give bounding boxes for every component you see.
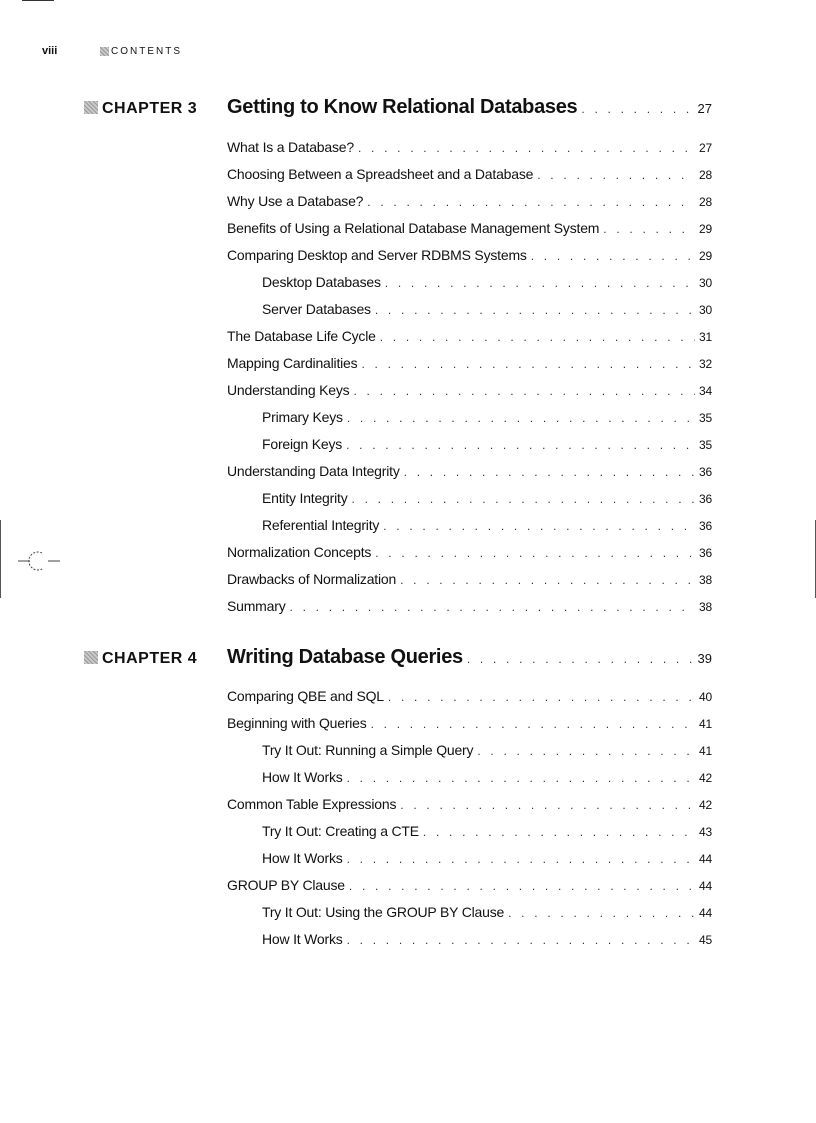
toc-subentry[interactable] [262, 850, 712, 870]
dot-leader [347, 771, 695, 785]
chapter-label: CHAPTER 3 [84, 100, 227, 118]
toc-subentry[interactable] [262, 301, 712, 321]
dot-leader [367, 195, 695, 209]
chapter-label: CHAPTER 4 [84, 650, 227, 668]
dot-leader [581, 102, 693, 116]
toc-entry[interactable] [227, 877, 712, 897]
toc-entry-page: 35 [699, 411, 712, 425]
toc-entry-title: Desktop Databases [262, 274, 381, 290]
dot-leader [290, 600, 696, 614]
toc-subentry[interactable] [262, 517, 712, 537]
toc-entry-page: 40 [699, 690, 712, 704]
toc-entry[interactable] [227, 598, 712, 618]
toc-entry-page: 41 [699, 717, 712, 731]
dot-leader [537, 168, 695, 182]
dot-leader [508, 906, 695, 920]
dot-leader [375, 546, 695, 560]
toc-entry[interactable] [227, 166, 712, 186]
toc-entry[interactable] [227, 382, 712, 402]
toc-entry-title: Drawbacks of Normalization [227, 571, 397, 587]
toc-entry-page: 36 [699, 492, 712, 506]
toc-subentry[interactable] [262, 769, 712, 789]
toc-subentry[interactable] [262, 904, 712, 924]
toc-subentry[interactable] [262, 409, 712, 429]
page-folio: viii [42, 45, 58, 57]
toc-entry-title: Try It Out: Using the GROUP BY Clause [262, 904, 505, 920]
toc-entry-page: 30 [699, 276, 712, 290]
toc-entry-page: 42 [699, 771, 712, 785]
toc-entry-title: How It Works [262, 931, 343, 947]
toc-entry-title: Mapping Cardinalities [227, 355, 358, 371]
toc-entry-page: 42 [699, 798, 712, 812]
toc-entry-title: Understanding Keys [227, 382, 350, 398]
dot-leader [388, 690, 695, 704]
dot-leader [385, 276, 695, 290]
toc-entry[interactable] [227, 328, 712, 348]
dot-leader [353, 384, 695, 398]
toc-entry-page: 35 [699, 438, 712, 452]
dot-leader [404, 465, 695, 479]
toc-entry-title: Understanding Data Integrity [227, 463, 400, 479]
chapter-title[interactable]: Getting to Know Relational Databases [227, 96, 578, 118]
toc-subentry[interactable] [262, 274, 712, 294]
toc-entry-title: Server Databases [262, 301, 371, 317]
toc-entry-page: 44 [699, 906, 712, 920]
toc-entry-page: 29 [699, 222, 712, 236]
chapter-marker-icon [84, 101, 98, 114]
toc-subentry[interactable] [262, 823, 712, 843]
dot-leader [346, 438, 695, 452]
dot-leader [371, 717, 695, 731]
toc-entry-title: Comparing Desktop and Server RDBMS Systems [227, 247, 527, 263]
dot-leader [347, 933, 695, 947]
toc-entry-title: Beginning with Queries [227, 715, 367, 731]
toc-entry[interactable] [227, 355, 712, 375]
chapter-marker-icon [84, 651, 98, 664]
dot-leader [400, 573, 695, 587]
toc-entry-page: 38 [699, 573, 712, 587]
toc-entry-title: What Is a Database? [227, 139, 354, 155]
toc-entry-title: Normalization Concepts [227, 544, 372, 560]
dot-leader [603, 222, 695, 236]
toc-entry[interactable] [227, 715, 712, 735]
toc-entry-page: 28 [699, 195, 712, 209]
toc-entry-title: Primary Keys [262, 409, 343, 425]
top-crop-rule [22, 0, 54, 1]
toc-entry[interactable] [227, 796, 712, 816]
toc-entry[interactable] [227, 688, 712, 708]
dot-leader [347, 411, 695, 425]
chapter-page-number: 39 [697, 651, 712, 666]
toc-entry-title: Referential Integrity [262, 517, 380, 533]
toc-entry-page: 28 [699, 168, 712, 182]
toc-entry[interactable] [227, 220, 712, 240]
toc-entry-page: 41 [699, 744, 712, 758]
toc-entry-title: Common Table Expressions [227, 796, 397, 812]
toc-subentry[interactable] [262, 931, 712, 951]
toc-entry-title: How It Works [262, 769, 343, 785]
toc-entry-title: Try It Out: Running a Simple Query [262, 742, 474, 758]
toc-subentry[interactable] [262, 742, 712, 762]
toc-subentry[interactable] [262, 490, 712, 510]
toc-entry-page: 27 [699, 141, 712, 155]
toc-entry-page: 36 [699, 546, 712, 560]
dot-leader [400, 798, 695, 812]
registration-mark-icon [18, 548, 62, 574]
toc-entry[interactable] [227, 193, 712, 213]
running-head-label: CONTENTS [111, 45, 182, 57]
chapter-heading[interactable] [84, 96, 712, 122]
toc-entry-page: 31 [699, 330, 712, 344]
left-crop-mark [0, 520, 1, 598]
toc-entry[interactable] [227, 139, 712, 159]
toc-entry-title: Benefits of Using a Relational Database Management System [227, 220, 600, 236]
toc-entry-title: GROUP BY Clause [227, 877, 345, 893]
dot-leader [361, 357, 695, 371]
toc-entry-page: 43 [699, 825, 712, 839]
dot-leader [380, 330, 695, 344]
dot-leader [358, 141, 695, 155]
toc-entry-title: The Database Life Cycle [227, 328, 376, 344]
toc-entry[interactable] [227, 544, 712, 564]
toc-entry-page: 32 [699, 357, 712, 371]
contents-marker-icon [100, 47, 109, 56]
toc-entry-title: Foreign Keys [262, 436, 343, 452]
toc-entry-title: Entity Integrity [262, 490, 348, 506]
toc-entry-page: 38 [699, 600, 712, 614]
dot-leader [423, 825, 695, 839]
toc-entry[interactable] [227, 247, 712, 267]
toc-entry-page: 36 [699, 519, 712, 533]
toc-subentry[interactable] [262, 436, 712, 456]
toc-entry-page: 44 [699, 879, 712, 893]
dot-leader [347, 852, 695, 866]
toc-entry-page: 36 [699, 465, 712, 479]
chapter-heading[interactable] [84, 646, 712, 672]
dot-leader [477, 744, 695, 758]
toc-entry-title: Choosing Between a Spreadsheet and a Database [227, 166, 534, 182]
dot-leader [349, 879, 695, 893]
chapter-title[interactable]: Writing Database Queries [227, 646, 463, 668]
toc-entry-title: Summary [227, 598, 286, 614]
toc-entry-page: 29 [699, 249, 712, 263]
dot-leader [383, 519, 695, 533]
toc-entry-page: 45 [699, 933, 712, 947]
dot-leader [352, 492, 696, 506]
toc-entry-title: Comparing QBE and SQL [227, 688, 384, 704]
dot-leader [467, 652, 694, 666]
chapter-page-number: 27 [697, 101, 712, 116]
toc-entry-title: Try It Out: Creating a CTE [262, 823, 419, 839]
toc-entry-page: 34 [699, 384, 712, 398]
toc-entry-page: 44 [699, 852, 712, 866]
toc-entry-title: How It Works [262, 850, 343, 866]
toc-entry-page: 30 [699, 303, 712, 317]
running-head [42, 44, 182, 58]
dot-leader [531, 249, 695, 263]
dot-leader [375, 303, 695, 317]
toc-entry[interactable] [227, 571, 712, 591]
toc-entry-title: Why Use a Database? [227, 193, 364, 209]
toc-entry[interactable] [227, 463, 712, 483]
